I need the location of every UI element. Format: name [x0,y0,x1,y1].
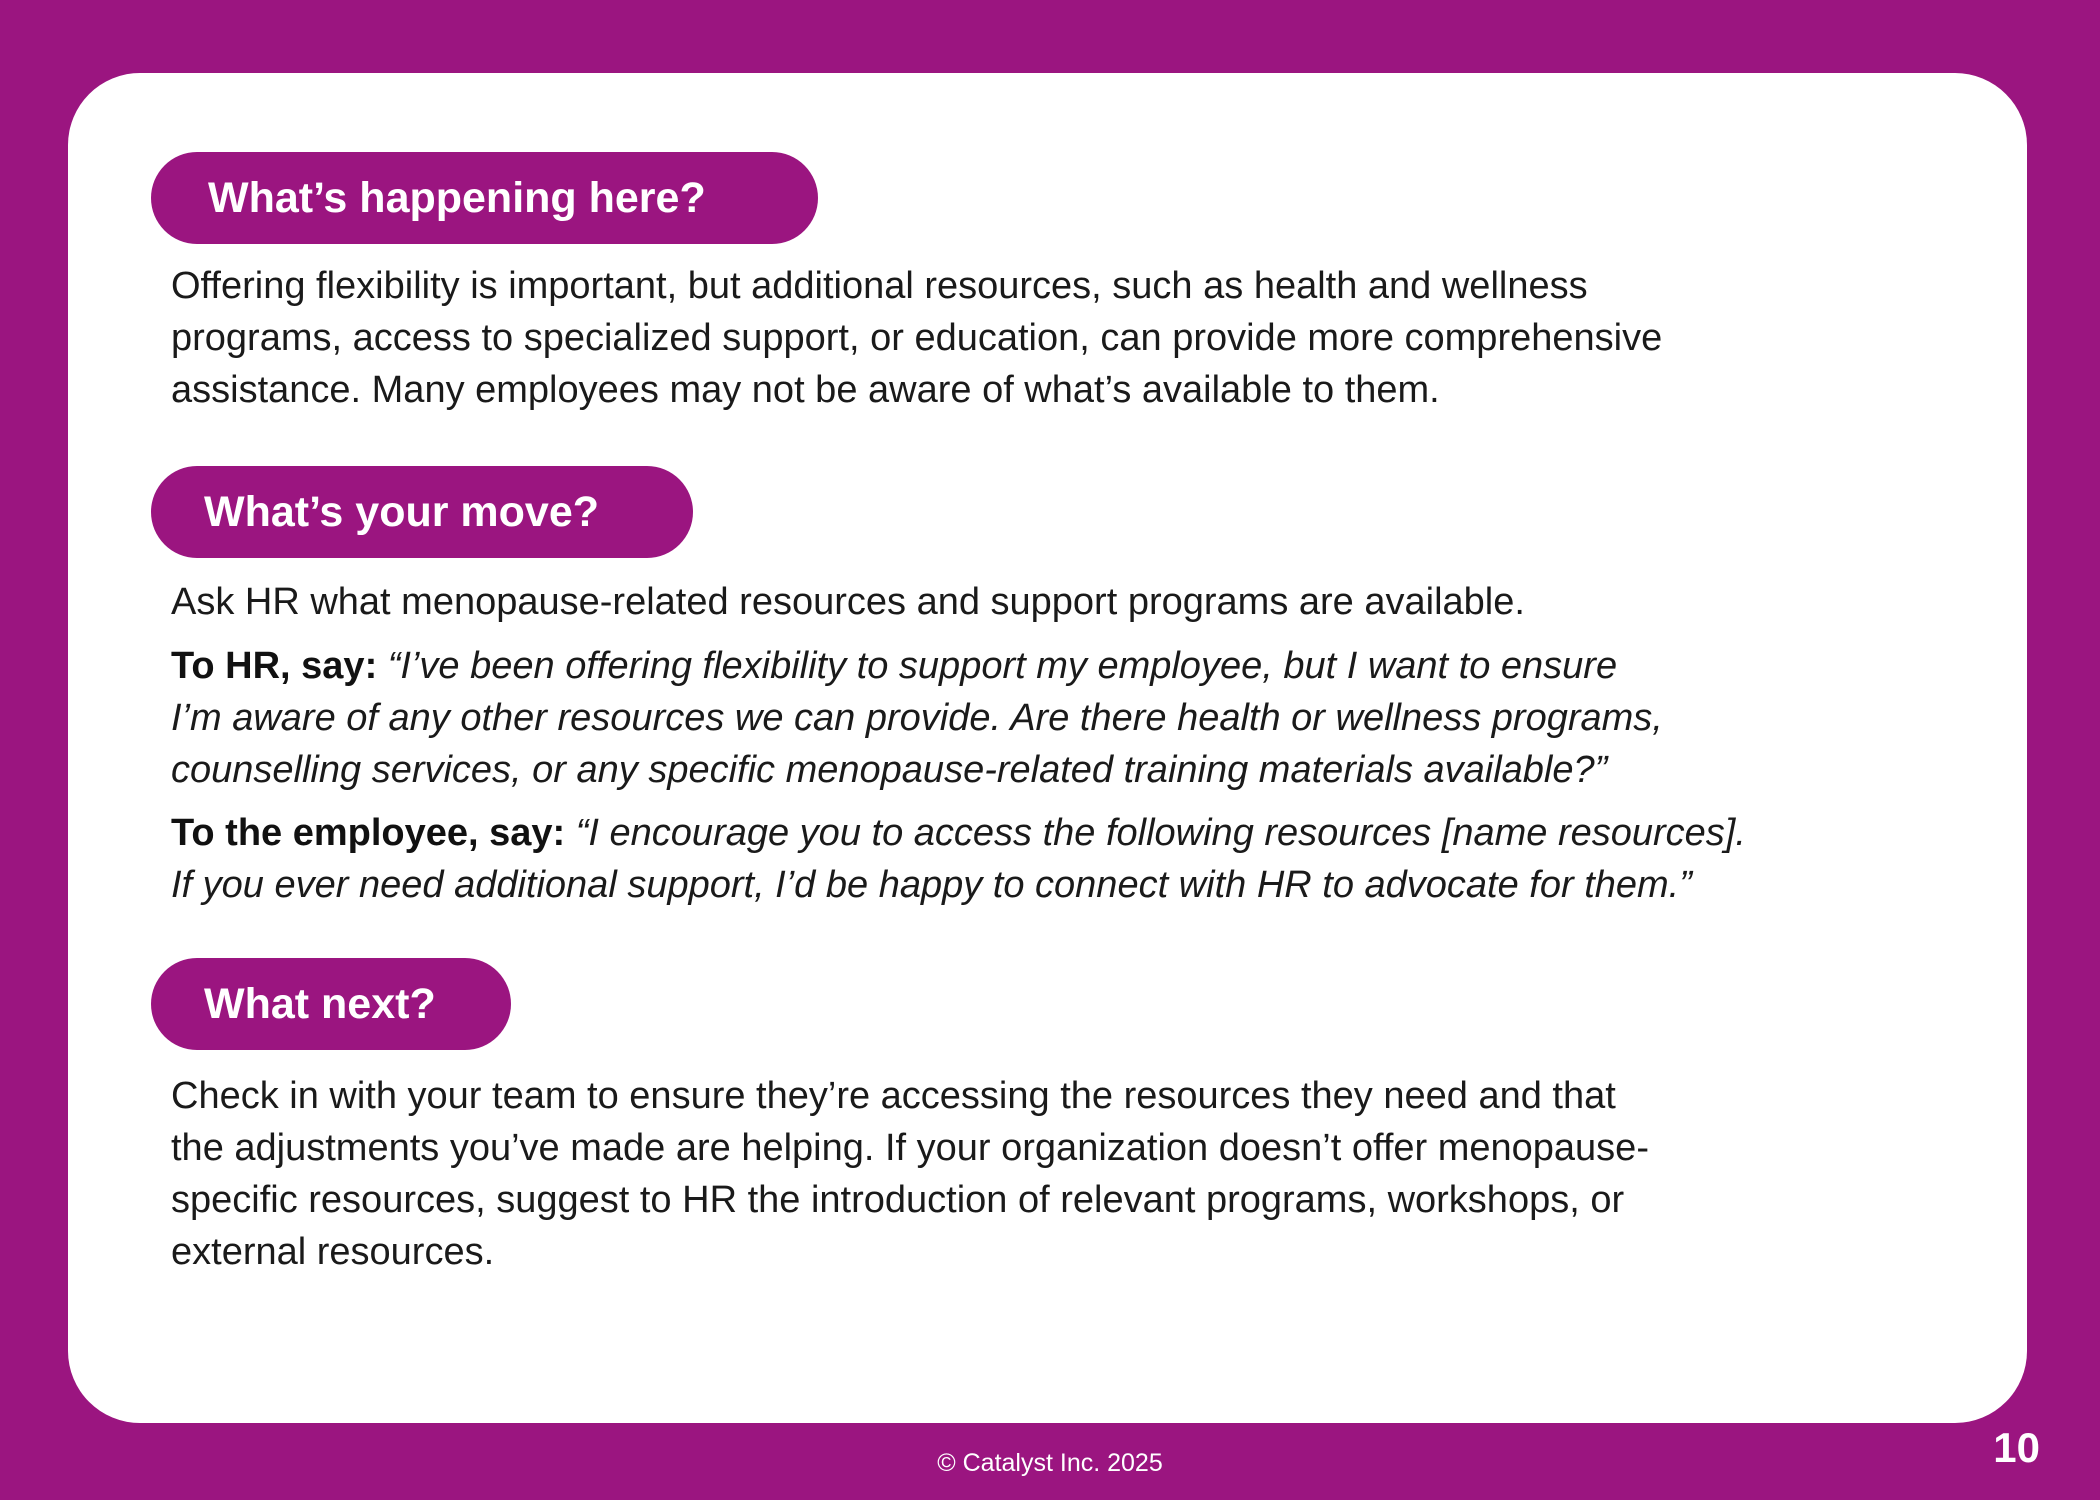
to-employee-script [171,807,2001,911]
copyright-footer: © Catalyst Inc. 2025 [937,1449,1163,1477]
paragraph-line: Offering flexibility is important, but additional resources, such as health and wellness [171,265,1588,307]
to-hr-script [171,640,2001,796]
section-heading-whats-happening: What’s happening here? [151,152,818,244]
paragraph-line: assistance. Many employees may not be aware of what’s available to them. [171,369,1440,411]
paragraph-line: Check in with your team to ensure they’re accessing the resources they need and that [171,1075,1616,1117]
paragraph-line: programs, access to specialized support, or education, can provide more comprehensive [171,317,1663,359]
what-next-paragraph [171,1070,2001,1278]
paragraph-line: specific resources, suggest to HR the introduction of relevant programs, workshops, or [171,1179,1625,1221]
to-hr-label: To HR, say: [171,645,378,687]
move-intro-paragraph [171,576,2001,628]
paragraph-line: Ask HR what menopause-related resources and support programs are available. [171,581,1525,623]
quote-text: If you ever need additional support, I’d be happy to connect with HR to advocate for them.” [171,864,1692,906]
paragraph-line: the adjustments you’ve made are helping. If your organization doesn’t offer menopause- [171,1127,1649,1169]
quote-text: I’m aware of any other resources we can provide. Are there health or wellness programs, [171,697,1663,739]
quote-text: “I encourage you to access the following resources [name resources]. [575,812,1746,854]
to-employee-line-1 [171,807,2001,859]
section-heading-what-next: What next? [151,958,511,1050]
to-hr-line-1 [171,640,2001,692]
quote-text: “I’ve been offering flexibility to support my employee, but I want to ensure [387,645,1618,687]
to-employee-label: To the employee, say: [171,812,566,854]
page-number: 10 [1993,1424,2040,1471]
quote-text: counselling services, or any specific menopause-related training materials available?” [171,749,1608,791]
whats-happening-paragraph [171,260,2001,416]
paragraph-line: external resources. [171,1231,495,1273]
section-heading-whats-your-move: What’s your move? [151,466,693,558]
